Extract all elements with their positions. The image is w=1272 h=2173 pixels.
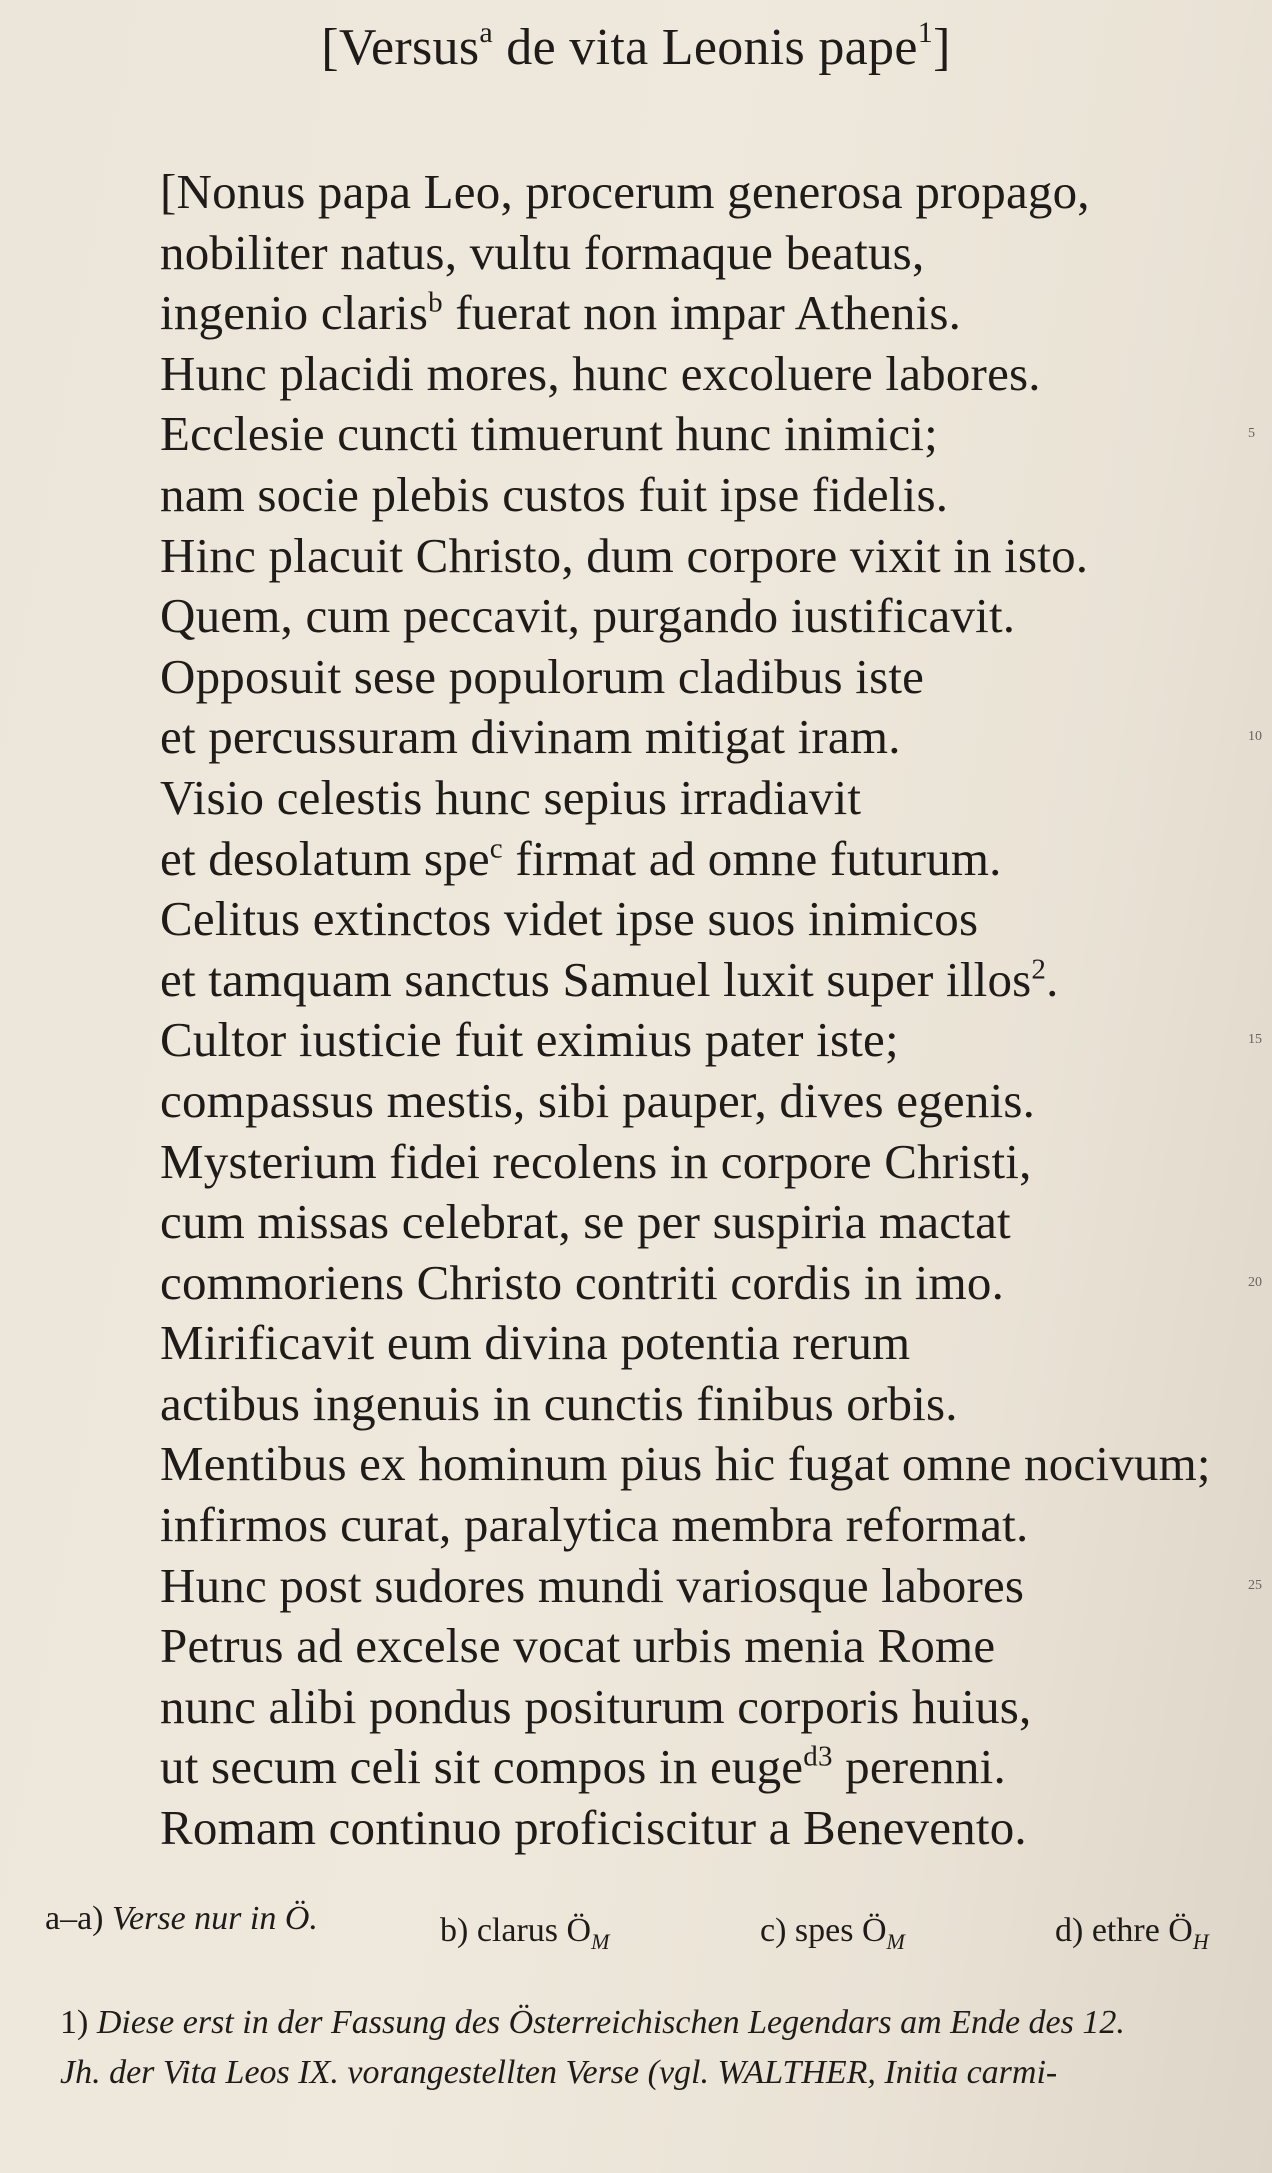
verse-text: Visio celestis hunc sepius irradiavit bbox=[160, 769, 862, 825]
verse-text: Petrus ad excelse vocat urbis menia Rome bbox=[160, 1618, 996, 1674]
verse-text: cum missas celebrat, se per suspiria mactat bbox=[160, 1194, 1011, 1250]
verse-text: Cultor iusticie fuit eximius pater iste; bbox=[160, 1012, 899, 1068]
verse-line bbox=[160, 1677, 1160, 1738]
footnote-marker: 2 bbox=[1031, 953, 1047, 986]
verse-text: nobiliter natus, vultu formaque beatus, bbox=[160, 224, 925, 280]
page-title bbox=[0, 15, 1272, 77]
verse-text: et desolatum spe bbox=[160, 830, 490, 886]
verse-line bbox=[160, 1434, 1211, 1495]
verse-line bbox=[160, 1010, 1160, 1071]
line-number: 25 bbox=[1248, 1577, 1262, 1593]
title-text-before: [Versus bbox=[321, 19, 480, 76]
footnote-marker: b bbox=[428, 286, 443, 319]
apparatus-reading: spes Ö bbox=[794, 1912, 887, 1949]
apparatus-sigla: M bbox=[886, 1928, 905, 1954]
verse-line bbox=[160, 707, 1160, 768]
verse-text: Hunc placidi mores, hunc excoluere labores. bbox=[160, 345, 1041, 401]
line-number: 20 bbox=[1248, 1274, 1262, 1290]
title-text-after: ] bbox=[933, 19, 951, 76]
verse-text: Celitus extinctos videt ipse suos inimicos bbox=[160, 891, 979, 947]
critical-apparatus bbox=[0, 1900, 1272, 1960]
verse-text: Mirificavit eum divina potentia rerum bbox=[160, 1315, 911, 1371]
verse-text: ingenio claris bbox=[160, 285, 429, 341]
verse-line bbox=[160, 1737, 1160, 1798]
verse-text-continued: fuerat non impar Athenis. bbox=[442, 285, 962, 341]
verse-text: Quem, cum peccavit, purgando iustificavit. bbox=[160, 588, 1016, 644]
line-number: 5 bbox=[1248, 426, 1255, 442]
verse-text: ut secum celi sit compos in euge bbox=[160, 1739, 804, 1795]
verse-line bbox=[160, 526, 1160, 587]
verse-block bbox=[160, 162, 1211, 1859]
verse-line bbox=[160, 404, 1160, 465]
verse-line bbox=[160, 1556, 1160, 1617]
verse-line bbox=[160, 1495, 1160, 1556]
verse-text: commoriens Christo contriti cordis in imo. bbox=[160, 1254, 1005, 1310]
verse-text: Opposuit sese populorum cladibus iste bbox=[160, 648, 925, 704]
verse-line bbox=[160, 1798, 1160, 1859]
verse-text: Ecclesie cuncti timuerunt hunc inimici; bbox=[160, 406, 938, 462]
verse-line bbox=[160, 950, 1160, 1011]
verse-line bbox=[160, 1132, 1160, 1193]
apparatus-label: a–a) bbox=[45, 1900, 113, 1937]
verse-text-continued: firmat ad omne futurum. bbox=[502, 830, 1002, 886]
verse-text: [Nonus papa Leo, procerum generosa propago, bbox=[160, 164, 1090, 219]
apparatus-reading: ethre Ö bbox=[1091, 1912, 1193, 1949]
verse-line bbox=[160, 1253, 1160, 1314]
verse-text-continued: . bbox=[1046, 951, 1059, 1007]
footnote-label: 1) bbox=[60, 2004, 89, 2041]
verse-line bbox=[160, 829, 1160, 890]
apparatus-sigla: M bbox=[591, 1928, 610, 1954]
verse-text: Mentibus ex hominum pius hic fugat omne nocivum; bbox=[160, 1436, 1211, 1492]
verse-text: et tamquam sanctus Samuel luxit super illos bbox=[160, 951, 1032, 1007]
apparatus-label: c) bbox=[760, 1912, 795, 1949]
verse-line bbox=[160, 1071, 1160, 1132]
apparatus-reading: Verse nur in Ö. bbox=[112, 1900, 318, 1937]
line-number: 10 bbox=[1248, 729, 1262, 745]
footnote-1 bbox=[60, 2000, 1260, 2046]
verse-text: Mysterium fidei recolens in corpore Christi, bbox=[160, 1133, 1032, 1189]
verse-text: nam socie plebis custos fuit ipse fidelis. bbox=[160, 466, 949, 522]
apparatus-reading: clarus Ö bbox=[476, 1912, 592, 1949]
verse-line bbox=[160, 223, 1160, 284]
apparatus-entry bbox=[45, 1900, 318, 1938]
apparatus-label: b) bbox=[440, 1912, 477, 1949]
apparatus-entry bbox=[1055, 1912, 1209, 1954]
verse-text: Hunc post sudores mundi variosque labores bbox=[160, 1557, 1025, 1613]
footnote-marker: d3 bbox=[803, 1741, 833, 1774]
title-footnote-a: a bbox=[479, 15, 493, 49]
verse-text: nunc alibi pondus positurum corporis huius, bbox=[160, 1678, 1032, 1734]
verse-line bbox=[160, 586, 1160, 647]
apparatus-entry bbox=[760, 1912, 905, 1954]
verse-text: actibus ingenuis in cunctis finibus orbis. bbox=[160, 1375, 958, 1431]
verse-line bbox=[160, 1616, 1160, 1677]
verse-line bbox=[160, 283, 1160, 344]
title-footnote-1: 1 bbox=[917, 15, 934, 49]
verse-line bbox=[160, 889, 1160, 950]
apparatus-label: d) bbox=[1055, 1912, 1092, 1949]
apparatus-entry bbox=[440, 1912, 610, 1954]
verse-text: Hinc placuit Christo, dum corpore vixit in isto. bbox=[160, 527, 1089, 583]
verse-line bbox=[160, 1192, 1160, 1253]
verse-line bbox=[160, 1313, 1160, 1374]
verse-text: Romam continuo proficiscitur a Benevento. bbox=[160, 1800, 1027, 1856]
footnote-marker: c bbox=[489, 832, 503, 865]
verse-line bbox=[160, 465, 1160, 526]
line-number: 15 bbox=[1248, 1032, 1262, 1048]
verse-text: compassus mestis, sibi pauper, dives egenis. bbox=[160, 1072, 1036, 1128]
title-text-middle: de vita Leonis pape bbox=[493, 19, 918, 76]
verse-text: infirmos curat, paralytica membra reformat. bbox=[160, 1497, 1029, 1553]
verse-text-continued: perenni. bbox=[832, 1739, 1006, 1795]
verse-line bbox=[160, 344, 1160, 405]
verse-line bbox=[160, 647, 1160, 708]
verse-line bbox=[160, 1374, 1160, 1435]
verse-text: et percussuram divinam mitigat iram. bbox=[160, 709, 901, 765]
apparatus-sigla: H bbox=[1192, 1928, 1209, 1954]
footnote-1-continued bbox=[60, 2050, 1260, 2096]
footnote-line-1: Diese erst in der Fassung des Österreichischen Legendars am Ende des 12. bbox=[96, 2004, 1125, 2041]
verse-line bbox=[160, 768, 1160, 829]
verse-line bbox=[160, 162, 1160, 223]
footnote-line-2: Jh. der Vita Leos IX. vorangestellten Verse (vgl. WALTHER, Initia carmi- bbox=[60, 2054, 1058, 2091]
